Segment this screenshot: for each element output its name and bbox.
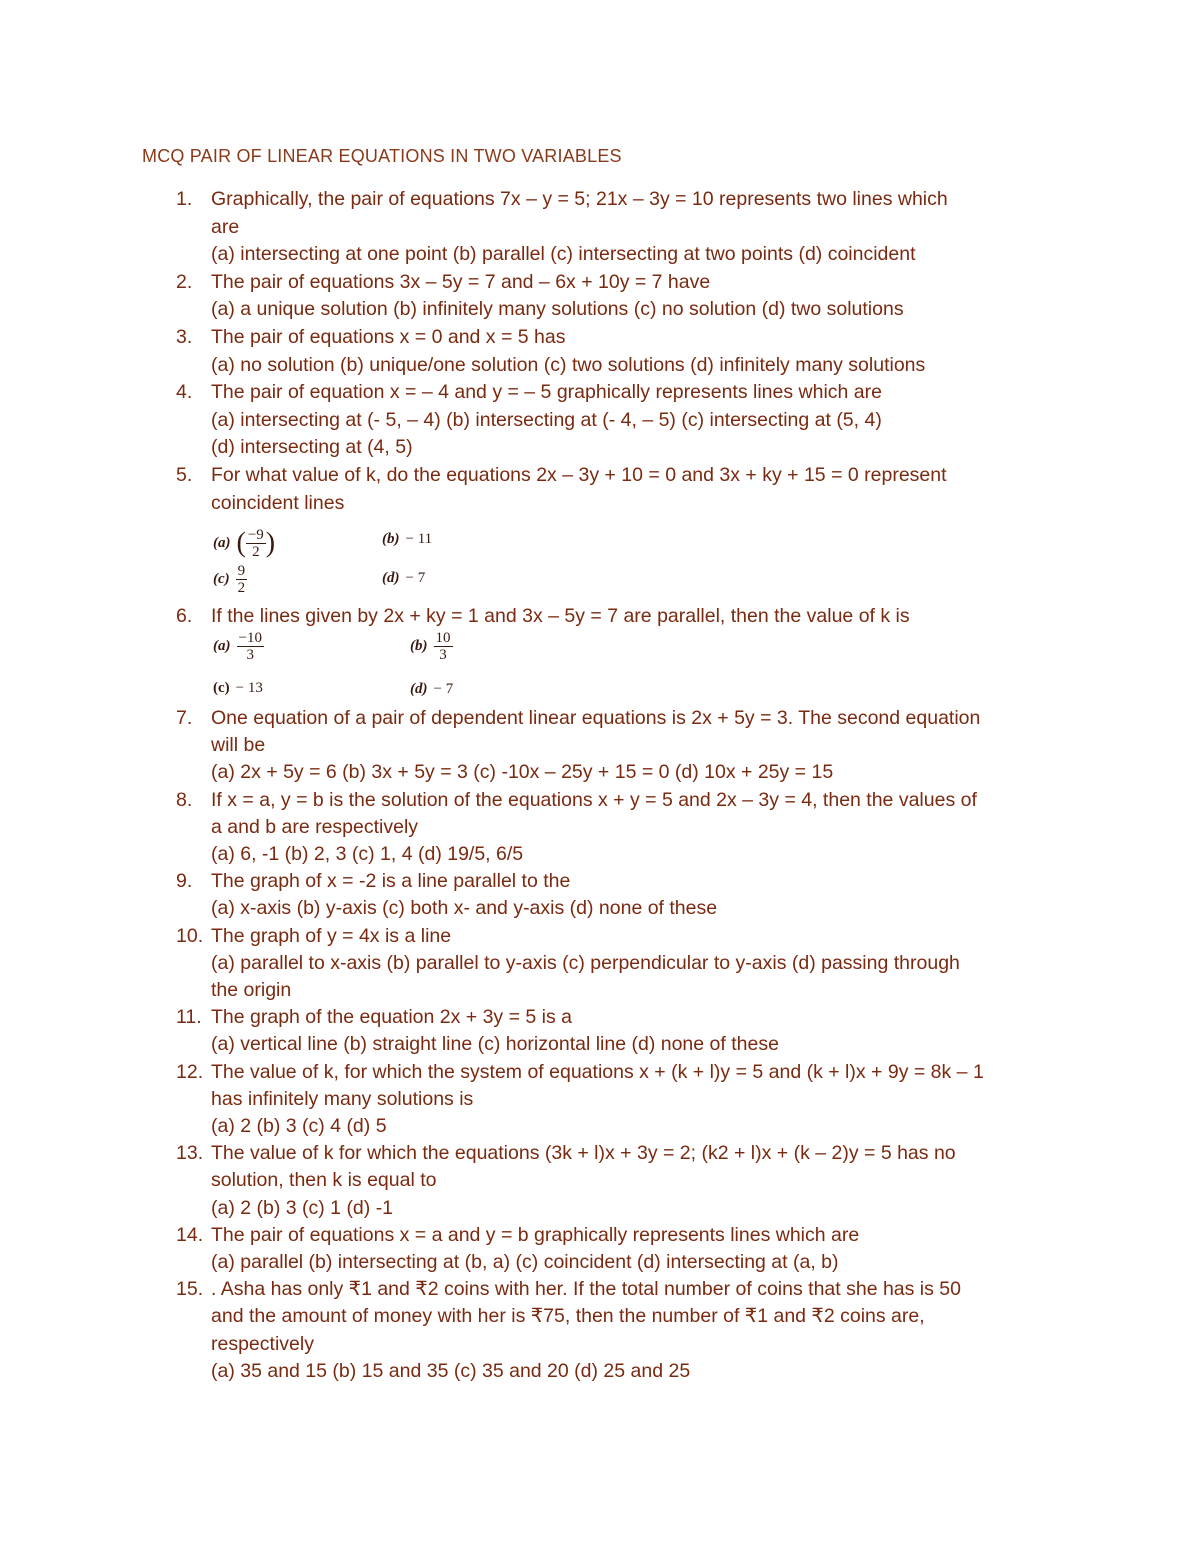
question-number: 4. bbox=[176, 381, 193, 404]
q6-option-d: (d) − 7 bbox=[410, 681, 454, 697]
q5-option-a: (a) ( $\frac{-9}{2}$ ) bbox=[213, 527, 276, 560]
question-number: 10. bbox=[176, 924, 204, 947]
answer-options: (a) parallel to x-axis (b) parallel to y-axis (c) perpendicular to y-axis (d) passing through bbox=[211, 951, 960, 974]
answer-options: (a) parallel (b) intersecting at (b, a) (c) coincident (d) intersecting at (a, b) bbox=[211, 1251, 839, 1273]
answer-options: (a) x-axis (b) y-axis (c) both x- and y-axis (d) none of these bbox=[211, 897, 718, 920]
answer-options: (a) 6, -1 (b) 2, 3 (c) 1, 4 (d) 19/5, 6/5 bbox=[211, 843, 524, 865]
answer-options: (a) vertical line (b) straight line (c) horizontal line (d) none of these bbox=[211, 1033, 779, 1056]
question-text: The graph of y = 4x is a line bbox=[211, 924, 452, 947]
question-number: 2. bbox=[176, 270, 193, 293]
question-number: 1. bbox=[176, 188, 193, 210]
question-text: If x = a, y = b is the solution of the equations x + y = 5 and 2x – 3y = 4, then the values of bbox=[211, 788, 977, 811]
question-number: 15. bbox=[176, 1278, 204, 1301]
question-number: 7. bbox=[176, 707, 193, 729]
answer-options: (a) intersecting at (- 5, – 4) (b) intersecting at (- 4, – 5) (c) intersecting at (5, 4) bbox=[211, 408, 882, 431]
answer-options: (a) 2 (b) 3 (c) 1 (d) -1 bbox=[211, 1196, 394, 1219]
question-number: 11. bbox=[176, 1006, 202, 1029]
answer-options: (a) 2x + 5y = 6 (b) 3x + 5y = 3 (c) -10x – 25y + 15 = 0 (d) 10x + 25y = 15 bbox=[211, 761, 834, 784]
question-text: If the lines given by 2x + ky = 1 and 3x – 5y = 7 are parallel, then the value of k is bbox=[211, 605, 910, 627]
question-text: will be bbox=[211, 734, 266, 757]
question-text: the origin bbox=[211, 979, 292, 1001]
q6-option-c: (c) − 13 bbox=[213, 680, 263, 696]
question-number: 6. bbox=[176, 605, 193, 627]
question-text: and the amount of money with her is ₹75, then the number of ₹1 and ₹2 coins are, bbox=[211, 1305, 925, 1328]
question-text: The pair of equations x = 0 and x = 5 has bbox=[211, 326, 566, 348]
question-text: The pair of equations x = a and y = b graphically represents lines which are bbox=[211, 1223, 860, 1246]
question-text: . Asha has only ₹1 and ₹2 coins with her. If the total number of coins that she has is 50 bbox=[211, 1278, 961, 1301]
question-text: The graph of x = -2 is a line parallel to the bbox=[211, 870, 571, 893]
answer-options: (a) no solution (b) unique/one solution (c) two solutions (d) infinitely many solutions bbox=[211, 353, 926, 376]
q6-option-a: (a) $\frac{-10}{3}$ bbox=[213, 630, 262, 663]
q6-option-b: (b) $\frac{10}{3}$ bbox=[410, 630, 451, 663]
question-number: 14. bbox=[176, 1223, 204, 1246]
question-number: 12. bbox=[176, 1060, 204, 1083]
question-text: The value of k, for which the system of equations x + (k + l)y = 5 and (k + l)x + 9y = 8k – 1 bbox=[211, 1060, 984, 1083]
question-text: The pair of equation x = – 4 and y = – 5 graphically represents lines which are bbox=[211, 381, 882, 404]
question-text: The value of k for which the equations (3k + l)x + 3y = 2; (k2 + l)x + (k – 2)y = 5 has no bbox=[211, 1142, 956, 1165]
question-number: 8. bbox=[176, 788, 193, 811]
question-number: 13. bbox=[176, 1142, 204, 1165]
question-text: are bbox=[211, 215, 240, 238]
question-text: For what value of k, do the equations 2x – 3y + 10 = 0 and 3x + ky + 15 = 0 represent bbox=[211, 464, 947, 486]
question-text: solution, then k is equal to bbox=[211, 1169, 437, 1192]
question-text: coincident lines bbox=[211, 491, 345, 514]
q5-option-d: (d) − 7 bbox=[382, 570, 426, 586]
question-text: The pair of equations 3x – 5y = 7 and – 6x + 10y = 7 have bbox=[211, 270, 711, 293]
question-text: One equation of a pair of dependent linear equations is 2x + 5y = 3. The second equation bbox=[211, 707, 981, 729]
question-text: a and b are respectively bbox=[211, 815, 419, 838]
answer-options: (a) 2 (b) 3 (c) 4 (d) 5 bbox=[211, 1115, 387, 1137]
question-text: The graph of the equation 2x + 3y = 5 is a bbox=[211, 1006, 572, 1029]
answer-options: (a) a unique solution (b) infinitely many solutions (c) no solution (d) two solutions bbox=[211, 298, 904, 321]
question-number: 5. bbox=[176, 464, 193, 486]
q5-option-b: (b) − 11 bbox=[382, 531, 433, 547]
question-number: 3. bbox=[176, 326, 193, 348]
question-number: 9. bbox=[176, 870, 193, 893]
q5-option-c: (c) $\frac{9}{2}$ bbox=[213, 563, 246, 596]
answer-options: (d) intersecting at (4, 5) bbox=[211, 436, 413, 459]
question-text: has infinitely many solutions is bbox=[211, 1087, 474, 1110]
page-title: MCQ PAIR OF LINEAR EQUATIONS IN TWO VARIABLES bbox=[142, 146, 622, 166]
answer-options: (a) intersecting at one point (b) parallel (c) intersecting at two points (d) coincident bbox=[211, 243, 916, 266]
question-text: Graphically, the pair of equations 7x – y = 5; 21x – 3y = 10 represents two lines which bbox=[211, 188, 948, 210]
answer-options: (a) 35 and 15 (b) 15 and 35 (c) 35 and 20 (d) 25 and 25 bbox=[211, 1359, 691, 1382]
question-text: respectively bbox=[211, 1332, 314, 1355]
